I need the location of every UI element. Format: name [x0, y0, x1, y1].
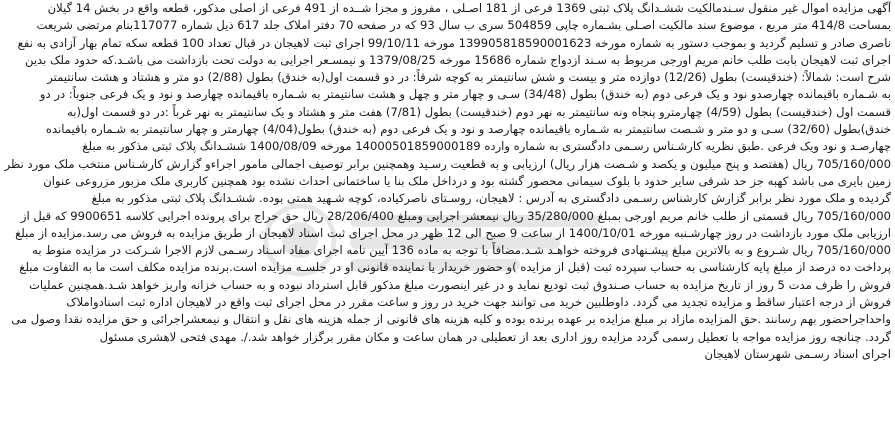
- notice-line: فروش از درجه اعتبار ساقط و مزایده تجدید می گردد. داوطلبین خرید می توانند جهت خرید در روز و ساعت مقرر در محل اجرای ثبت واقع در لاهیجان اداره ثبت اسنادواملاک: [66, 295, 891, 310]
- notice-line: اجرای ثبت لاهیجان بابت طلب خانم مریم اورجی مربوط به سـند ازدواج شماره 15686 مورخه 1379/08/25 و نیمسـعر اجرایی به دولت تحت بازداشت می باشـد.که حدود ملک بدین: [25, 52, 891, 67]
- notice-line: فروش را ظرف مدت 5 روز از تاریخ مزایده به حساب صـندوق ثبت تودیع نماید و در غیر اینصورت مبلغ مذکور قابل استرداد نبوده و به حساب خزانه واریز خواهد شـد.همچنین عملیات: [29, 277, 891, 292]
- notice-line: خندق)بطول (32/60) سـی و دو متر و شـصت سانتیمتر به شـماره باقیمانده چهارصد و نود و یک فرعی دوم (به خندق) بطول(4/04) چهارمتر و چهار سانتیمتر به شـماره باقیمانده: [45, 122, 891, 137]
- notice-line: پرداخت ده درصد از مبلغ پایه کارشناسی به حساب سپرده ثبت (قبل از مزایده )و حضور خریدار یا نماینده قانونی او در جلسـه مزایده است.برنده مزایده مکلف است ما به التفاوت مبلغ: [19, 260, 891, 275]
- notice-line: بمساحت 414/8 متر مربع ، موضوع سند مالکیت اصـلی بشـماره چاپی 504859 سری ب سال 93 که در صفحه 70 دفتر املاک جلد 617 ذیل شماره 117077بنام مرتضی شریعت: [36, 18, 891, 33]
- notice-line: به شـماره باقیمانده چهارصدو نود و یک فرعی دوم (به خندق) بطول (34/48) سـی و چهار متر و چهل و هشت سانتیمتر به شـماره باقیمانده چهارصد و نود و یک فرعی جنوباً: در دو: [39, 87, 891, 102]
- notice-line: چهارصـد و نود ویک فرعی .طبق نظریه کارشـناس رسـمی دادگستری به شماره وارده 14000501859000189 مورخه 1400/08/09 ششـدانگ پلاک ثبتی مذکور به مبلغ: [82, 139, 891, 154]
- notice-line: ناصری صادر و تسلیم گردید و بموجب دستور به شماره مورخه 139905818590001623 مورخه 99/10/11 اجرای ثبت لاهیجان در قبال تعداد 100 قطعه سکه تمام بهار آزادی به نفع: [17, 35, 891, 50]
- notice-line: آگهی مزایده اموال غیر منقول سـندمالکیت ششـدانگ پلاک ثبتی 1369 فرعی از 181 اصـلی ، مفروز و مجزا شــده از 491 فرعی از اصلی مذکور، قطعه واقع در بخش 14 گیلان: [47, 1, 891, 15]
- notice-line: گردیده و ملک مورد نظر برابر گزارش کارشناس رسـمی دادگستری به آدرس : لاهیجان، روسـتای ناصرکیاده، کوچه شـهید همتی بوده. ششـدانگ پلاک ثبتی مذکور به مبلغ: [91, 191, 891, 206]
- notice-line: گردد. چنانچه روز مزایده مواجه با تعطیل رسمی گردد مزایده روز اداری بعد از تعطیلی در همان ساعت و مکان مقرر برگزار خواهد شد./. مهدی فتحی لاهشری مسئول: [99, 329, 891, 344]
- notice-line: شرح است: شمالاً: (خندقیست) بطول (12/26) دوازده متر و بیست و شش سانتیمتر به کوچه شرقاً: در دو قسمت اول(به خندق) بطول (2/88) دو متر و هشتاد و هشت سانتیمتر: [47, 70, 891, 85]
- auction-notice-text: [4, 0, 891, 431]
- notice-line: زمین بایری می باشد کهبه جز حد شرقی سایر حدود با بلوک سیمانی محصور گشته بود و درداخل ملک بنا یا ساختمانی احداث نشده بود همچنین کاربری ملک مزبور مزروعی عنوان: [43, 173, 891, 188]
- notice-line: اجرای اسناد رسـمی شهرستان لاهیجان: [704, 346, 891, 361]
- notice-line: واحداجراحضور بهم رسانند .حق المزایده مازاد بر مبلغ مزایده بر عهده برنده بوده و کلیه هزینه های قانونی از جمله هزینه های نقل و انتقال و نیمعشراجرائی و حق مزایده نقدا وصول می: [11, 312, 891, 327]
- notice-line: 705/160/000 ریال قسمتی از طلب خانم مریم اورجی بمبلغ 35/280/000 ریال نیمعشر اجرایی ومبلغ 28/206/400 ریال حق حراج برای پرونده اجرایی کلاسه 9900651 که قبل از: [20, 208, 891, 223]
- notice-line: 705/160/000 ریال (هفتصد و پنج میلیون و یکصد و شـصت هزار ریال) ارزیابی و به قطعیت رسـید وهمچنین برابر توصیف اجمالی مامور اجراءو گزارش کارشـناس منتخب ملک مورد نظر: [4, 156, 891, 171]
- notice-line: ارزیابی ملک مورد بازداشت در روز چهارشـنبه مورخه 1400/10/01 از ساعت 9 صبح الی 12 ظهر در محل اجرای ثبت اسناد لاهیجان از طریق مزایده به فروش می رسد.مزایده از مبلغ: [15, 225, 891, 240]
- notice-line: قسمت اول (خندقیست) بطول (4/59) چهارمترو پنجاه ونه سانتیمتر به نهر دوم (خندقیست) بطول (7/81) هفت متر و هشتاد و یک سانتیمتر به نهر غرباً :در دو قسمت اول(به: [67, 104, 891, 119]
- notice-line: 705/160/000 ریال شـروع و به بالاترین مبلغ پیشـنهادی فروخته خواهـد شـد.مضافاً با توجه به ماده 136 آیین نامه اجرای مفاد اسـناد رسـمی لازم الاجرا شـرکت در مزایده منوط به: [32, 243, 891, 258]
